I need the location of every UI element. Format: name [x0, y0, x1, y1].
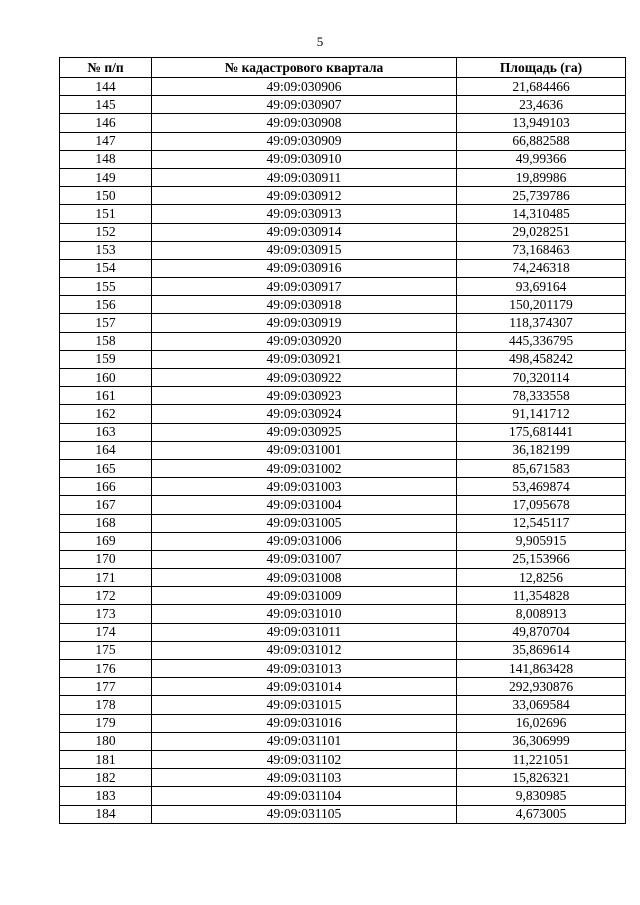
row-number-cell: 146: [60, 114, 152, 132]
table-row: [60, 405, 626, 423]
cadastral-number-cell: 49:09:031016: [152, 714, 457, 732]
table-row: [60, 714, 626, 732]
header-num: № п/п: [60, 58, 152, 78]
area-cell: 49,99366: [457, 150, 626, 168]
cadastral-table: [59, 57, 626, 824]
cadastral-number-cell: 49:09:030914: [152, 223, 457, 241]
cadastral-number-cell: 49:09:031011: [152, 623, 457, 641]
cadastral-number-cell: 49:09:030925: [152, 423, 457, 441]
area-cell: 175,681441: [457, 423, 626, 441]
row-number-cell: 166: [60, 478, 152, 496]
area-cell: 29,028251: [457, 223, 626, 241]
table-row: [60, 114, 626, 132]
area-cell: 150,201179: [457, 296, 626, 314]
row-number-cell: 151: [60, 205, 152, 223]
row-number-cell: 176: [60, 660, 152, 678]
area-cell: 78,333558: [457, 387, 626, 405]
table-row: [60, 787, 626, 805]
row-number-cell: 163: [60, 423, 152, 441]
cadastral-number-cell: 49:09:031105: [152, 805, 457, 823]
row-number-cell: 182: [60, 769, 152, 787]
row-number-cell: 170: [60, 550, 152, 568]
cadastral-number-cell: 49:09:030917: [152, 278, 457, 296]
area-cell: 53,469874: [457, 478, 626, 496]
row-number-cell: 161: [60, 387, 152, 405]
table-row: [60, 387, 626, 405]
area-cell: 14,310485: [457, 205, 626, 223]
cadastral-number-cell: 49:09:030912: [152, 187, 457, 205]
area-cell: 13,949103: [457, 114, 626, 132]
cadastral-number-cell: 49:09:030921: [152, 350, 457, 368]
table-row: [60, 696, 626, 714]
table-row: [60, 605, 626, 623]
table-row: [60, 805, 626, 823]
area-cell: 25,153966: [457, 550, 626, 568]
row-number-cell: 174: [60, 623, 152, 641]
table-row: [60, 423, 626, 441]
row-number-cell: 181: [60, 750, 152, 768]
area-cell: 70,320114: [457, 369, 626, 387]
table-row: [60, 514, 626, 532]
area-cell: 11,354828: [457, 587, 626, 605]
row-number-cell: 148: [60, 150, 152, 168]
row-number-cell: 156: [60, 296, 152, 314]
cadastral-number-cell: 49:09:031001: [152, 441, 457, 459]
cadastral-number-cell: 49:09:030915: [152, 241, 457, 259]
table-row: [60, 623, 626, 641]
area-cell: 16,02696: [457, 714, 626, 732]
table-row: [60, 660, 626, 678]
page-number: 5: [316, 34, 324, 49]
table-row: [60, 569, 626, 587]
table-row: [60, 587, 626, 605]
cadastral-number-cell: 49:09:030913: [152, 205, 457, 223]
area-cell: 498,458242: [457, 350, 626, 368]
row-number-cell: 153: [60, 241, 152, 259]
table-row: [60, 259, 626, 277]
table-row: [60, 478, 626, 496]
row-number-cell: 145: [60, 96, 152, 114]
row-number-cell: 149: [60, 168, 152, 186]
area-cell: 12,8256: [457, 569, 626, 587]
area-cell: 23,4636: [457, 96, 626, 114]
cadastral-number-cell: 49:09:031014: [152, 678, 457, 696]
row-number-cell: 152: [60, 223, 152, 241]
table-row: [60, 769, 626, 787]
area-cell: 36,306999: [457, 732, 626, 750]
area-cell: 15,826321: [457, 769, 626, 787]
row-number-cell: 178: [60, 696, 152, 714]
area-cell: 9,905915: [457, 532, 626, 550]
row-number-cell: 175: [60, 641, 152, 659]
cadastral-number-cell: 49:09:030907: [152, 96, 457, 114]
row-number-cell: 165: [60, 459, 152, 477]
table-row: [60, 369, 626, 387]
table-row: [60, 350, 626, 368]
cadastral-number-cell: 49:09:031006: [152, 532, 457, 550]
area-cell: 36,182199: [457, 441, 626, 459]
row-number-cell: 155: [60, 278, 152, 296]
row-number-cell: 147: [60, 132, 152, 150]
cadastral-number-cell: 49:09:030923: [152, 387, 457, 405]
area-cell: 17,095678: [457, 496, 626, 514]
cadastral-number-cell: 49:09:031102: [152, 750, 457, 768]
cadastral-number-cell: 49:09:031104: [152, 787, 457, 805]
row-number-cell: 171: [60, 569, 152, 587]
table-row: [60, 678, 626, 696]
row-number-cell: 158: [60, 332, 152, 350]
area-cell: 4,673005: [457, 805, 626, 823]
area-cell: 93,69164: [457, 278, 626, 296]
table-row: [60, 241, 626, 259]
cadastral-number-cell: 49:09:030920: [152, 332, 457, 350]
cadastral-number-cell: 49:09:031010: [152, 605, 457, 623]
cadastral-number-cell: 49:09:030916: [152, 259, 457, 277]
table-header-row: [60, 58, 626, 78]
row-number-cell: 184: [60, 805, 152, 823]
cadastral-number-cell: 49:09:031009: [152, 587, 457, 605]
table-row: [60, 150, 626, 168]
table-row: [60, 223, 626, 241]
cadastral-number-cell: 49:09:031002: [152, 459, 457, 477]
row-number-cell: 179: [60, 714, 152, 732]
area-cell: 9,830985: [457, 787, 626, 805]
table-row: [60, 278, 626, 296]
table-row: [60, 496, 626, 514]
table-row: [60, 441, 626, 459]
cadastral-number-cell: 49:09:030919: [152, 314, 457, 332]
cadastral-number-cell: 49:09:031101: [152, 732, 457, 750]
row-number-cell: 169: [60, 532, 152, 550]
row-number-cell: 164: [60, 441, 152, 459]
cadastral-number-cell: 49:09:031012: [152, 641, 457, 659]
area-cell: 73,168463: [457, 241, 626, 259]
table-row: [60, 459, 626, 477]
area-cell: 292,930876: [457, 678, 626, 696]
row-number-cell: 144: [60, 78, 152, 96]
row-number-cell: 177: [60, 678, 152, 696]
cadastral-number-cell: 49:09:031103: [152, 769, 457, 787]
table-row: [60, 750, 626, 768]
cadastral-number-cell: 49:09:031008: [152, 569, 457, 587]
area-cell: 74,246318: [457, 259, 626, 277]
table-row: [60, 641, 626, 659]
row-number-cell: 173: [60, 605, 152, 623]
area-cell: 118,374307: [457, 314, 626, 332]
cadastral-number-cell: 49:09:031004: [152, 496, 457, 514]
cadastral-number-cell: 49:09:031007: [152, 550, 457, 568]
area-cell: 8,008913: [457, 605, 626, 623]
cadastral-number-cell: 49:09:031003: [152, 478, 457, 496]
cadastral-number-cell: 49:09:030906: [152, 78, 457, 96]
cadastral-number-cell: 49:09:030924: [152, 405, 457, 423]
table-row: [60, 550, 626, 568]
row-number-cell: 168: [60, 514, 152, 532]
cadastral-number-cell: 49:09:030911: [152, 168, 457, 186]
area-cell: 19,89986: [457, 168, 626, 186]
row-number-cell: 160: [60, 369, 152, 387]
table-row: [60, 205, 626, 223]
row-number-cell: 180: [60, 732, 152, 750]
table-row: [60, 314, 626, 332]
area-cell: 11,221051: [457, 750, 626, 768]
cadastral-number-cell: 49:09:030908: [152, 114, 457, 132]
table-row: [60, 96, 626, 114]
table-row: [60, 532, 626, 550]
cadastral-number-cell: 49:09:031005: [152, 514, 457, 532]
area-cell: 35,869614: [457, 641, 626, 659]
area-cell: 66,882588: [457, 132, 626, 150]
header-cadastral: № кадастрового квартала: [152, 58, 457, 78]
table-body: [60, 78, 626, 824]
cadastral-number-cell: 49:09:031015: [152, 696, 457, 714]
table-row: [60, 332, 626, 350]
area-cell: 33,069584: [457, 696, 626, 714]
cadastral-number-cell: 49:09:030918: [152, 296, 457, 314]
table-row: [60, 296, 626, 314]
cadastral-number-cell: 49:09:030922: [152, 369, 457, 387]
area-cell: 85,671583: [457, 459, 626, 477]
row-number-cell: 150: [60, 187, 152, 205]
table-row: [60, 132, 626, 150]
area-cell: 25,739786: [457, 187, 626, 205]
area-cell: 49,870704: [457, 623, 626, 641]
cadastral-number-cell: 49:09:030909: [152, 132, 457, 150]
header-area: Площадь (га): [457, 58, 626, 78]
area-cell: 91,141712: [457, 405, 626, 423]
row-number-cell: 183: [60, 787, 152, 805]
cadastral-number-cell: 49:09:031013: [152, 660, 457, 678]
row-number-cell: 172: [60, 587, 152, 605]
area-cell: 21,684466: [457, 78, 626, 96]
cadastral-number-cell: 49:09:030910: [152, 150, 457, 168]
table-row: [60, 187, 626, 205]
row-number-cell: 162: [60, 405, 152, 423]
table-row: [60, 78, 626, 96]
row-number-cell: 167: [60, 496, 152, 514]
area-cell: 141,863428: [457, 660, 626, 678]
row-number-cell: 159: [60, 350, 152, 368]
table-row: [60, 168, 626, 186]
row-number-cell: 154: [60, 259, 152, 277]
table-row: [60, 732, 626, 750]
area-cell: 445,336795: [457, 332, 626, 350]
row-number-cell: 157: [60, 314, 152, 332]
area-cell: 12,545117: [457, 514, 626, 532]
